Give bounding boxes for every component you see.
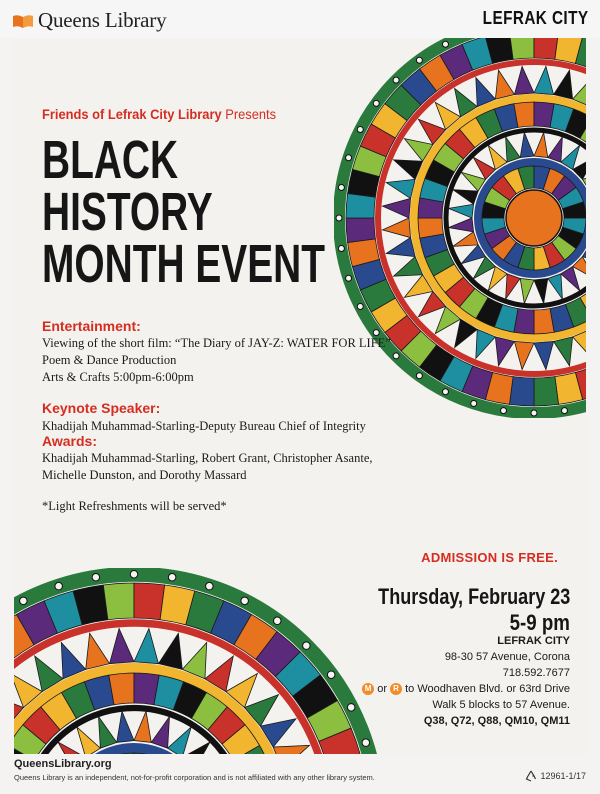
recycle-icon (525, 770, 537, 782)
branch-name: LEFRAK CITY (482, 8, 588, 28)
awards-list (42, 450, 373, 484)
print-code: 12961-1/17 (540, 771, 586, 781)
train-text: to Woodhaven Blvd. or 63rd Drive (405, 683, 570, 695)
subway-directions (362, 681, 570, 697)
location-address: 98-30 57 Avenue, Corona (444, 651, 570, 663)
footer-disclaimer: Queens Library is an independent, not-for-profit corporation and is not affiliated with any other library system. (14, 773, 375, 782)
event-title (42, 130, 325, 294)
header (0, 0, 600, 38)
title-line: BLACK (42, 130, 179, 190)
entertainment-list (42, 335, 391, 386)
presenter-line (42, 106, 276, 122)
title-line: HISTORY (42, 182, 213, 242)
m-train-icon: M (362, 683, 374, 695)
location-name: LEFRAK CITY (497, 635, 570, 647)
walk-directions: Walk 5 blocks to 57 Avenue. (432, 699, 570, 711)
presenter-name: Friends of Lefrak City Library (42, 106, 222, 122)
admission-note: ADMISSION IS FREE. (421, 550, 558, 565)
queens-library-logo (12, 8, 166, 33)
decorative-mandala-bottom (14, 568, 384, 754)
event-date: Thursday, February 23 (377, 584, 570, 609)
open-book-icon (12, 13, 34, 29)
title-line: MONTH EVENT (42, 234, 325, 294)
entertainment-heading: Entertainment: (42, 318, 141, 334)
entertainment-item: Viewing of the short film: “The Diary of JAY-Z: WATER FOR LIFE” (42, 336, 391, 350)
refreshments-note: *Light Refreshments will be served* (42, 499, 227, 513)
footer-website: QueensLibrary.org (14, 758, 112, 770)
event-poster (14, 38, 586, 754)
keynote-speaker: Khadijah Muhammad-Starling-Deputy Bureau Chief of Integrity (42, 419, 366, 433)
awards-line: Khadijah Muhammad-Starling, Robert Grant, Christopher Asante, (42, 451, 373, 465)
event-time: 5-9 pm (509, 610, 570, 635)
awards-line: Michelle Dunston, and Dorothy Massard (42, 468, 247, 482)
location-phone: 718.592.7677 (502, 667, 570, 679)
train-or: or (377, 683, 387, 695)
r-train-icon: R (390, 683, 402, 695)
keynote-heading: Keynote Speaker: (42, 400, 161, 416)
logo-text: Queens Library (38, 8, 167, 32)
presents-word: Presents (225, 106, 277, 122)
awards-heading: Awards: (42, 433, 97, 449)
footer-code (525, 770, 586, 782)
entertainment-item: Poem & Dance Production (42, 353, 177, 367)
entertainment-item: Arts & Crafts 5:00pm-6:00pm (42, 370, 194, 384)
bus-routes: Q38, Q72, Q88, QM10, QM11 (423, 715, 570, 727)
